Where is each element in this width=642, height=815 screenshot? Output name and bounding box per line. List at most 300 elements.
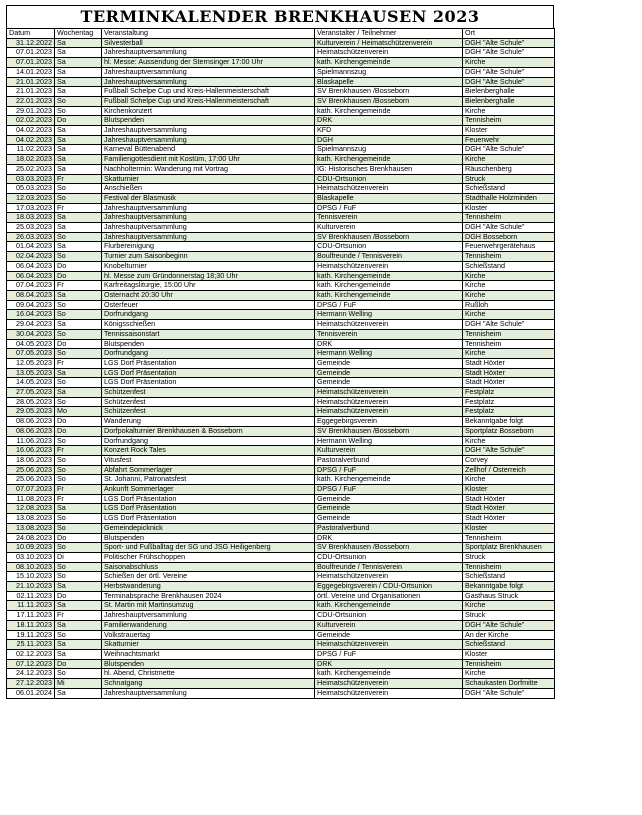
cell-location: Tennisheim xyxy=(463,659,555,669)
cell-organizer: Gemeinde xyxy=(315,358,463,368)
cell-weekday: Sa xyxy=(55,320,102,330)
cell-event: Jahreshauptversammlung xyxy=(102,213,315,223)
table-row xyxy=(7,485,555,495)
cell-event: Wanderung xyxy=(102,417,315,427)
cell-event: Jahreshauptversammlung xyxy=(102,232,315,242)
cell-location: Bekanntgabe folgt xyxy=(463,582,555,592)
cell-weekday: So xyxy=(55,630,102,640)
cell-event: Skatturnier xyxy=(102,640,315,650)
cell-date: 27.05.2023 xyxy=(7,388,55,398)
cell-organizer: Pastoralverbund xyxy=(315,523,463,533)
cell-date: 25.06.2023 xyxy=(7,465,55,475)
column-header-date: Datum xyxy=(7,29,55,39)
cell-date: 27.12.2023 xyxy=(7,679,55,689)
cell-event: LGS Dorf Präsentation xyxy=(102,514,315,524)
cell-location: Tennisheim xyxy=(463,329,555,339)
cell-location: Tennisheim xyxy=(463,213,555,223)
table-row xyxy=(7,504,555,514)
cell-organizer: kath. Kirchengemeinde xyxy=(315,475,463,485)
table-row xyxy=(7,552,555,562)
cell-organizer: kath. Kirchengemeinde xyxy=(315,58,463,68)
cell-date: 07.12.2023 xyxy=(7,659,55,669)
table-row xyxy=(7,601,555,611)
cell-weekday: Fr xyxy=(55,358,102,368)
cell-event: Flurbereinigung xyxy=(102,242,315,252)
cell-event: Skatturnier xyxy=(102,174,315,184)
table-row xyxy=(7,630,555,640)
cell-event: Turnier zum Saisonbeginn xyxy=(102,252,315,262)
cell-date: 31.12.2022 xyxy=(7,38,55,48)
cell-event: Schießen der örtl. Vereine xyxy=(102,572,315,582)
table-row xyxy=(7,174,555,184)
table-row xyxy=(7,543,555,553)
table-row xyxy=(7,368,555,378)
cell-organizer: Tennisverein xyxy=(315,213,463,223)
cell-weekday: So xyxy=(55,475,102,485)
cell-event: Gemeindepicknick xyxy=(102,523,315,533)
cell-organizer: Blaskapelle xyxy=(315,77,463,87)
cell-date: 09.04.2023 xyxy=(7,300,55,310)
cell-location: DGH "Alte Schule" xyxy=(463,145,555,155)
cell-event: hl. Abend, Christmette xyxy=(102,669,315,679)
table-row xyxy=(7,407,555,417)
cell-weekday: So xyxy=(55,310,102,320)
cell-weekday: Fr xyxy=(55,446,102,456)
cell-event: Jahreshauptversammlung xyxy=(102,688,315,698)
table-row xyxy=(7,106,555,116)
cell-event: Familiengottesdient mit Kostüm, 17:00 Uhr xyxy=(102,155,315,165)
cell-event: Fußball Schelpe Cup und Kreis-Hallenmeisterschaft xyxy=(102,87,315,97)
table-row xyxy=(7,426,555,436)
cell-event: Tennissaisonstart xyxy=(102,329,315,339)
cell-date: 22.01.2023 xyxy=(7,96,55,106)
cell-location: Stadt Höxter xyxy=(463,378,555,388)
cell-location: Kirche xyxy=(463,475,555,485)
table-row xyxy=(7,261,555,271)
cell-event: Volkstrauertag xyxy=(102,630,315,640)
table-row xyxy=(7,271,555,281)
table-row xyxy=(7,611,555,621)
cell-location: Corvey xyxy=(463,455,555,465)
table-row xyxy=(7,126,555,136)
cell-date: 13.08.2023 xyxy=(7,514,55,524)
cell-date: 08.04.2023 xyxy=(7,290,55,300)
cell-location: Kloster xyxy=(463,523,555,533)
cell-weekday: Do xyxy=(55,339,102,349)
table-row xyxy=(7,446,555,456)
cell-weekday: Sa xyxy=(55,135,102,145)
cell-event: LGS Dorf Präsentation xyxy=(102,358,315,368)
table-row xyxy=(7,320,555,330)
cell-date: 14.05.2023 xyxy=(7,378,55,388)
table-row xyxy=(7,300,555,310)
cell-location: Feuerwehr xyxy=(463,135,555,145)
cell-organizer: Eggegebirgsverein xyxy=(315,417,463,427)
cell-organizer: kath. Kirchengemeinde xyxy=(315,271,463,281)
cell-event: Jahreshauptversammlung xyxy=(102,135,315,145)
cell-date: 16.04.2023 xyxy=(7,310,55,320)
table-row xyxy=(7,38,555,48)
cell-location: Bekanntgabe folgt xyxy=(463,417,555,427)
cell-event: Fußball Schelpe Cup und Kreis-Hallenmeisterschaft xyxy=(102,96,315,106)
cell-event: Konzert Rock Tales xyxy=(102,446,315,456)
cell-location: Kirche xyxy=(463,271,555,281)
cell-date: 17.03.2023 xyxy=(7,203,55,213)
cell-location: Schießstand xyxy=(463,572,555,582)
cell-event: Weihnachtsmarkt xyxy=(102,650,315,660)
cell-organizer: Eggegebirgsverein / CDU-Ortsunion xyxy=(315,582,463,592)
cell-organizer: kath. Kirchengemeinde xyxy=(315,669,463,679)
cell-date: 05.03.2023 xyxy=(7,184,55,194)
cell-date: 12.03.2023 xyxy=(7,193,55,203)
table-row xyxy=(7,155,555,165)
cell-organizer: DPSG / FuF xyxy=(315,650,463,660)
table-row xyxy=(7,77,555,87)
cell-location: Struck xyxy=(463,611,555,621)
cell-location: Tennisheim xyxy=(463,116,555,126)
cell-event: LGS Dorf Präsentation xyxy=(102,378,315,388)
table-row xyxy=(7,145,555,155)
cell-location: DGH "Alte Schule" xyxy=(463,446,555,456)
cell-organizer: Heimatschützenverein xyxy=(315,572,463,582)
cell-weekday: So xyxy=(55,232,102,242)
cell-organizer: DPSG / FuF xyxy=(315,300,463,310)
cell-weekday: Sa xyxy=(55,126,102,136)
cell-event: Vitusfest xyxy=(102,455,315,465)
table-row xyxy=(7,582,555,592)
cell-event: Nachholtermin: Wanderung mit Vortrag xyxy=(102,164,315,174)
cell-organizer: Heimatschützenverein xyxy=(315,388,463,398)
cell-weekday: Mi xyxy=(55,679,102,689)
cell-location: Schaukasten Dorfmitte xyxy=(463,679,555,689)
cell-location: Stadt Höxter xyxy=(463,514,555,524)
cell-weekday: So xyxy=(55,378,102,388)
cell-location: Kirche xyxy=(463,349,555,359)
cell-organizer: Heimatschützenverein xyxy=(315,184,463,194)
cell-weekday: So xyxy=(55,252,102,262)
table-row xyxy=(7,349,555,359)
table-row xyxy=(7,58,555,68)
cell-organizer: DRK xyxy=(315,339,463,349)
cell-weekday: So xyxy=(55,514,102,524)
cell-location: Räuschenberg xyxy=(463,164,555,174)
cell-date: 06.01.2024 xyxy=(7,688,55,698)
cell-date: 11.11.2023 xyxy=(7,601,55,611)
cell-date: 18.03.2023 xyxy=(7,213,55,223)
table-row xyxy=(7,397,555,407)
cell-organizer: Heimatschützenverein xyxy=(315,679,463,689)
cell-event: Sport- und Fußballtag der SG und JSG Heiligenberg xyxy=(102,543,315,553)
table-row xyxy=(7,417,555,427)
cell-organizer: Blaskapelle xyxy=(315,193,463,203)
cell-organizer: Boulfreunde / Tennisverein xyxy=(315,562,463,572)
table-row xyxy=(7,135,555,145)
cell-event: Jahreshauptversammlung xyxy=(102,48,315,58)
column-header-organizer: Veranstalter / Teilnehmer xyxy=(315,29,463,39)
cell-event: Osternacht 20:30 Uhr xyxy=(102,290,315,300)
cell-organizer: Heimatschützenverein xyxy=(315,640,463,650)
cell-event: Festival der Blasmusik xyxy=(102,193,315,203)
cell-event: hl. Messe zum Gründonnerstag 18;30 Uhr xyxy=(102,271,315,281)
cell-location: Kirche xyxy=(463,155,555,165)
table-row xyxy=(7,533,555,543)
cell-location: DGH "Alte Schule" xyxy=(463,77,555,87)
table-row xyxy=(7,339,555,349)
table-row xyxy=(7,659,555,669)
cell-location: Stadt Höxter xyxy=(463,504,555,514)
cell-location: Sportplatz Brenkhausen xyxy=(463,543,555,553)
cell-location: Tennisheim xyxy=(463,339,555,349)
cell-location: Tennisheim xyxy=(463,562,555,572)
cell-weekday: Sa xyxy=(55,155,102,165)
cell-event: Schützenfest xyxy=(102,407,315,417)
cell-organizer: Heimatschützenverein xyxy=(315,397,463,407)
cell-organizer: Heimatschützenverein xyxy=(315,48,463,58)
table-row xyxy=(7,523,555,533)
cell-location: DGH "Alte Schule" xyxy=(463,320,555,330)
table-row xyxy=(7,688,555,698)
cell-weekday: So xyxy=(55,397,102,407)
cell-event: Osterfeuer xyxy=(102,300,315,310)
cell-event: Königsschießen xyxy=(102,320,315,330)
cell-location: DGH "Alte Schule" xyxy=(463,48,555,58)
cell-date: 04.05.2023 xyxy=(7,339,55,349)
cell-event: Jahreshauptversammlung xyxy=(102,611,315,621)
cell-date: 25.06.2023 xyxy=(7,475,55,485)
cell-date: 07.04.2023 xyxy=(7,281,55,291)
cell-event: Dorfrundgang xyxy=(102,349,315,359)
cell-location: Kloster xyxy=(463,485,555,495)
cell-location: DGH "Alte Schule" xyxy=(463,38,555,48)
cell-organizer: DPSG / FuF xyxy=(315,465,463,475)
cell-event: Jahreshauptversammlung xyxy=(102,203,315,213)
cell-weekday: Sa xyxy=(55,242,102,252)
cell-date: 21.01.2023 xyxy=(7,77,55,87)
cell-weekday: Mo xyxy=(55,407,102,417)
cell-location: DGH "Alte Schule" xyxy=(463,688,555,698)
cell-date: 13.05.2023 xyxy=(7,368,55,378)
cell-weekday: Sa xyxy=(55,38,102,48)
cell-organizer: örtl. Vereine und Organisationen xyxy=(315,591,463,601)
cell-weekday: Fr xyxy=(55,485,102,495)
cell-organizer: Hermann Welling xyxy=(315,349,463,359)
table-row xyxy=(7,679,555,689)
cell-location: Struck xyxy=(463,552,555,562)
table-row xyxy=(7,669,555,679)
cell-weekday: Do xyxy=(55,417,102,427)
table-row xyxy=(7,591,555,601)
table-row xyxy=(7,281,555,291)
cell-organizer: kath. Kirchengemeinde xyxy=(315,290,463,300)
cell-weekday: Fr xyxy=(55,174,102,184)
cell-organizer: Kulturverein / Heimatschützenverein xyxy=(315,38,463,48)
cell-location: Bielenberghalle xyxy=(463,87,555,97)
event-calendar-sheet xyxy=(6,5,554,699)
cell-date: 12.08.2023 xyxy=(7,504,55,514)
cell-event: LGS Dorf Präsentation xyxy=(102,368,315,378)
cell-organizer: Gemeinde xyxy=(315,514,463,524)
cell-date: 07.05.2023 xyxy=(7,349,55,359)
header-row xyxy=(7,29,555,39)
cell-event: Jahreshauptversammlung xyxy=(102,77,315,87)
cell-date: 11.06.2023 xyxy=(7,436,55,446)
cell-event: Karneval Büttenabend xyxy=(102,145,315,155)
cell-location: Kloster xyxy=(463,126,555,136)
cell-date: 06.04.2023 xyxy=(7,261,55,271)
table-row xyxy=(7,184,555,194)
cell-location: Zellhof / Österreich xyxy=(463,465,555,475)
cell-date: 06.04.2023 xyxy=(7,271,55,281)
cell-date: 30.04.2023 xyxy=(7,329,55,339)
column-header-event: Veranstaltung xyxy=(102,29,315,39)
cell-date: 01.04.2023 xyxy=(7,242,55,252)
cell-organizer: IG: Historisches Brenkhausen xyxy=(315,164,463,174)
cell-date: 07.07.2023 xyxy=(7,485,55,495)
cell-organizer: kath. Kirchengemeinde xyxy=(315,601,463,611)
cell-event: Karfreitagsliturgie, 15:00 Uhr xyxy=(102,281,315,291)
cell-location: Kloster xyxy=(463,650,555,660)
cell-weekday: Do xyxy=(55,533,102,543)
table-row xyxy=(7,514,555,524)
cell-organizer: Kulturverein xyxy=(315,223,463,233)
cell-organizer: Hermann Welling xyxy=(315,310,463,320)
cell-event: Knobelturnier xyxy=(102,261,315,271)
cell-event: Ankunft Sommerlager xyxy=(102,485,315,495)
table-row xyxy=(7,87,555,97)
table-row xyxy=(7,67,555,77)
table-row xyxy=(7,193,555,203)
table-row xyxy=(7,455,555,465)
cell-event: Blutspenden xyxy=(102,339,315,349)
cell-date: 13.08.2023 xyxy=(7,523,55,533)
cell-date: 08.06.2023 xyxy=(7,417,55,427)
page-title: TERMINKALENDER BRENKHAUSEN 2023 xyxy=(6,5,554,28)
cell-weekday: So xyxy=(55,455,102,465)
cell-weekday: Sa xyxy=(55,48,102,58)
cell-location: DGH "Alte Schule" xyxy=(463,223,555,233)
cell-organizer: Heimatschützenverein xyxy=(315,261,463,271)
cell-location: DGH "Alte Schule" xyxy=(463,67,555,77)
cell-location: Gasthaus Struck xyxy=(463,591,555,601)
cell-organizer: Hermann Welling xyxy=(315,436,463,446)
cell-organizer: Gemeinde xyxy=(315,504,463,514)
cell-location: Kirche xyxy=(463,106,555,116)
cell-weekday: So xyxy=(55,465,102,475)
cell-organizer: KFD xyxy=(315,126,463,136)
table-row xyxy=(7,242,555,252)
cell-location: Schießstand xyxy=(463,184,555,194)
table-row xyxy=(7,465,555,475)
cell-event: Dorfpokalturnier Brenkhausen & Bosseborn xyxy=(102,426,315,436)
cell-weekday: Do xyxy=(55,591,102,601)
cell-weekday: So xyxy=(55,669,102,679)
cell-location: Feuerwehrgerätehaus xyxy=(463,242,555,252)
cell-organizer: CDU-Ortsunion xyxy=(315,611,463,621)
cell-event: St. Johanni, Patronatsfest xyxy=(102,475,315,485)
cell-date: 11.02.2023 xyxy=(7,145,55,155)
cell-location: Kirche xyxy=(463,58,555,68)
cell-organizer: CDU-Ortsunion xyxy=(315,242,463,252)
cell-weekday: Sa xyxy=(55,388,102,398)
cell-location: An der Kirche xyxy=(463,630,555,640)
cell-organizer: Heimatschützenverein xyxy=(315,320,463,330)
cell-weekday: So xyxy=(55,562,102,572)
cell-organizer: Boulfreunde / Tennisverein xyxy=(315,252,463,262)
cell-date: 25.03.2023 xyxy=(7,223,55,233)
table-row xyxy=(7,494,555,504)
cell-weekday: Fr xyxy=(55,611,102,621)
cell-location: Kirche xyxy=(463,669,555,679)
cell-organizer: SV Brenkhausen /Bosseborn xyxy=(315,426,463,436)
cell-location: Schießstand xyxy=(463,640,555,650)
cell-location: Kirche xyxy=(463,281,555,291)
table-row xyxy=(7,562,555,572)
table-row xyxy=(7,290,555,300)
cell-event: LGS Dorf Präsentation xyxy=(102,504,315,514)
table-row xyxy=(7,388,555,398)
cell-weekday: So xyxy=(55,329,102,339)
cell-event: LGS Dorf Präsentation xyxy=(102,494,315,504)
table-row xyxy=(7,213,555,223)
cell-weekday: Sa xyxy=(55,688,102,698)
cell-date: 18.06.2023 xyxy=(7,455,55,465)
table-row xyxy=(7,650,555,660)
cell-event: Anschießen xyxy=(102,184,315,194)
table-row xyxy=(7,232,555,242)
table-row xyxy=(7,252,555,262)
cell-date: 19.11.2023 xyxy=(7,630,55,640)
cell-event: St. Martin mit Martinsumzug xyxy=(102,601,315,611)
cell-organizer: SV Brenkhausen /Bosseborn xyxy=(315,96,463,106)
cell-date: 14.01.2023 xyxy=(7,67,55,77)
cell-date: 25.02.2023 xyxy=(7,164,55,174)
table-row xyxy=(7,436,555,446)
cell-location: Stadt Höxter xyxy=(463,358,555,368)
cell-event: Jahreshauptversammlung xyxy=(102,223,315,233)
cell-location: Kirche xyxy=(463,601,555,611)
cell-location: Festplatz xyxy=(463,388,555,398)
cell-weekday: Do xyxy=(55,271,102,281)
cell-organizer: SV Brenkhausen /Bosseborn xyxy=(315,87,463,97)
cell-date: 29.05.2023 xyxy=(7,407,55,417)
cell-weekday: Sa xyxy=(55,640,102,650)
cell-date: 04.02.2023 xyxy=(7,126,55,136)
cell-location: Kirche xyxy=(463,310,555,320)
cell-event: hl. Messe: Aussendung der Sternsinger 17:00 Uhr xyxy=(102,58,315,68)
cell-weekday: Do xyxy=(55,426,102,436)
cell-weekday: Sa xyxy=(55,650,102,660)
table-row xyxy=(7,475,555,485)
cell-event: Jahreshauptversammlung xyxy=(102,126,315,136)
cell-event: Terminabsprache Brenkhausen 2024 xyxy=(102,591,315,601)
cell-date: 18.02.2023 xyxy=(7,155,55,165)
cell-weekday: So xyxy=(55,349,102,359)
cell-organizer: Gemeinde xyxy=(315,630,463,640)
cell-weekday: Sa xyxy=(55,77,102,87)
cell-organizer: DRK xyxy=(315,116,463,126)
cell-location: Struck xyxy=(463,174,555,184)
cell-date: 15.10.2023 xyxy=(7,572,55,582)
cell-date: 08.10.2023 xyxy=(7,562,55,572)
table-row xyxy=(7,223,555,233)
cell-location: Tennisheim xyxy=(463,533,555,543)
cell-event: Blutspenden xyxy=(102,659,315,669)
cell-location: Rußloh xyxy=(463,300,555,310)
table-row xyxy=(7,640,555,650)
event-table-body xyxy=(7,38,555,698)
cell-weekday: So xyxy=(55,572,102,582)
cell-weekday: So xyxy=(55,184,102,194)
